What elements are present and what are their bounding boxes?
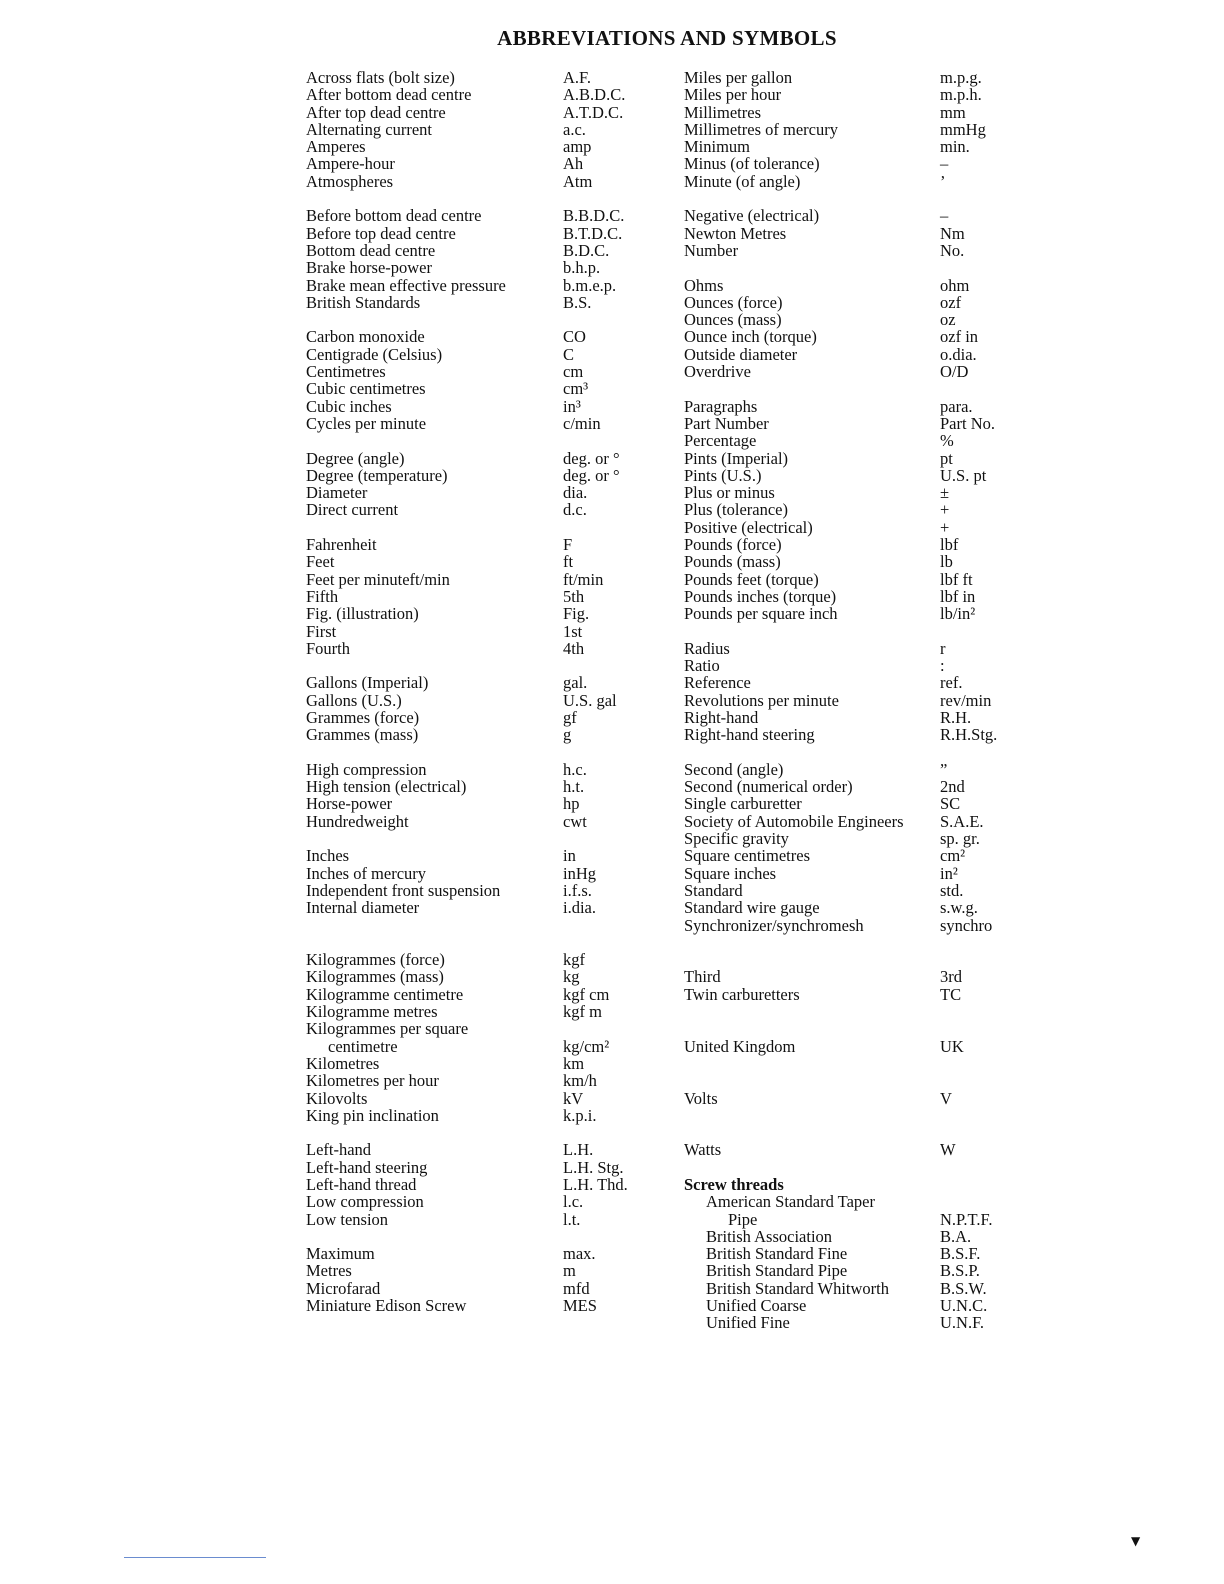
abbreviation: L.H. bbox=[563, 1140, 594, 1160]
abbreviation: ozf in bbox=[940, 327, 979, 347]
abbreviation: Fig. bbox=[563, 604, 590, 624]
term: Pounds inches (torque) bbox=[684, 586, 837, 606]
abbreviation: min. bbox=[940, 137, 970, 157]
abbreviation: hp bbox=[563, 794, 580, 814]
abbreviation: km/h bbox=[563, 1071, 597, 1091]
abbreviation: b.m.e.p. bbox=[563, 275, 617, 295]
abbreviation: 3rd bbox=[940, 967, 962, 987]
term: Direct current bbox=[306, 500, 399, 520]
abbreviation: U.S. pt bbox=[940, 465, 987, 485]
abbreviation: deg. or ° bbox=[563, 448, 620, 468]
term: Low tension bbox=[306, 1209, 389, 1229]
abbreviation: pt bbox=[940, 448, 953, 468]
abbreviation: kgf cm bbox=[563, 984, 610, 1004]
abbreviation: mfd bbox=[563, 1278, 590, 1298]
term: Kilogramme centimetre bbox=[306, 984, 464, 1004]
abbreviation: L.H. Stg. bbox=[563, 1157, 624, 1177]
term: Kilogramme metres bbox=[306, 1002, 438, 1022]
abbreviation: B.S. bbox=[563, 292, 592, 312]
abbreviation: cm³ bbox=[563, 379, 589, 399]
term: Amperes bbox=[306, 137, 366, 157]
term: Twin carburetters bbox=[684, 984, 800, 1004]
term: Atmospheres bbox=[306, 171, 394, 191]
term: Miles per hour bbox=[684, 85, 782, 105]
abbreviation: – bbox=[940, 154, 949, 174]
term: Horse-power bbox=[306, 794, 393, 814]
abbreviation: Nm bbox=[940, 223, 965, 243]
term: Reference bbox=[684, 673, 751, 693]
abbreviation: : bbox=[940, 656, 945, 676]
term: Volts bbox=[684, 1088, 718, 1108]
abbreviation: B.S.F. bbox=[940, 1244, 981, 1264]
term: Square centimetres bbox=[684, 846, 810, 866]
abbreviation: cm² bbox=[940, 846, 966, 866]
term: Hundredweight bbox=[306, 811, 409, 831]
term: Before top dead centre bbox=[306, 223, 456, 243]
abbreviation: l.c. bbox=[563, 1192, 584, 1212]
term: First bbox=[306, 621, 337, 641]
abbreviation: F bbox=[563, 535, 573, 555]
abbreviation: ref. bbox=[940, 673, 963, 693]
abbreviation: + bbox=[940, 517, 950, 537]
abbreviation: m.p.h. bbox=[940, 85, 982, 105]
abbreviation: in² bbox=[940, 863, 958, 883]
abbreviation: B.S.W. bbox=[940, 1278, 987, 1298]
abbreviation: Part No. bbox=[940, 413, 995, 433]
abbreviation: No. bbox=[940, 240, 965, 260]
term: Millimetres of mercury bbox=[684, 119, 838, 139]
term: Pipe bbox=[728, 1209, 758, 1229]
abbreviation: ft bbox=[563, 552, 574, 572]
term: Brake mean effective pressure bbox=[306, 275, 506, 295]
term: Watts bbox=[684, 1140, 722, 1160]
abbreviation: in bbox=[563, 846, 576, 866]
term: Grammes (mass) bbox=[306, 725, 419, 745]
abbreviation: A.T.D.C. bbox=[563, 102, 624, 122]
term: Ratio bbox=[684, 656, 720, 676]
term: Number bbox=[684, 240, 739, 260]
abbreviation: B.T.D.C. bbox=[563, 223, 623, 243]
term: Percentage bbox=[684, 431, 757, 451]
term: British Standard Pipe bbox=[706, 1261, 848, 1281]
abbreviation: + bbox=[940, 500, 950, 520]
term: High tension (electrical) bbox=[306, 777, 467, 797]
term: Negative (electrical) bbox=[684, 206, 820, 226]
abbreviation: amp bbox=[563, 137, 592, 157]
abbreviation: kgf bbox=[563, 950, 585, 970]
corner-mark-icon: ▼ bbox=[1131, 1534, 1141, 1548]
abbreviation: U.N.C. bbox=[940, 1296, 988, 1316]
abbreviation: 4th bbox=[563, 638, 585, 658]
term: Newton Metres bbox=[684, 223, 787, 243]
term: Before bottom dead centre bbox=[306, 206, 482, 226]
abbreviation: B.D.C. bbox=[563, 240, 610, 260]
term: Specific gravity bbox=[684, 829, 789, 849]
abbreviation: d.c. bbox=[563, 500, 587, 520]
term: British Standard Whitworth bbox=[706, 1278, 890, 1298]
term: Screw threads bbox=[684, 1175, 784, 1194]
term: Low compression bbox=[306, 1192, 424, 1212]
term: Ampere-hour bbox=[306, 154, 395, 174]
abbreviation: R.H.Stg. bbox=[940, 725, 998, 745]
abbreviation: max. bbox=[563, 1244, 596, 1264]
term: Independent front suspension bbox=[306, 880, 501, 900]
abbreviation: W bbox=[940, 1140, 956, 1160]
abbreviation: g bbox=[563, 725, 572, 745]
term: Left-hand bbox=[306, 1140, 372, 1160]
abbreviation: B.A. bbox=[940, 1226, 972, 1246]
term: Society of Automobile Engineers bbox=[684, 811, 904, 831]
term: Outside diameter bbox=[684, 344, 798, 364]
term: Kilovolts bbox=[306, 1088, 368, 1108]
term: Fourth bbox=[306, 638, 351, 658]
term: centimetre bbox=[328, 1036, 398, 1056]
abbreviation: r bbox=[940, 638, 946, 658]
term: Metres bbox=[306, 1261, 352, 1281]
term: Carbon monoxide bbox=[306, 327, 425, 347]
abbreviation: lbf in bbox=[940, 586, 976, 606]
term: Plus (tolerance) bbox=[684, 500, 789, 520]
abbreviation: SC bbox=[940, 794, 961, 814]
term: Plus or minus bbox=[684, 483, 775, 503]
abbreviation: – bbox=[940, 206, 949, 226]
abbreviation: B.B.D.C. bbox=[563, 206, 625, 226]
abbreviation: kgf m bbox=[563, 1002, 602, 1022]
abbreviation: gf bbox=[563, 707, 577, 727]
term: Inches bbox=[306, 846, 350, 866]
abbreviation: lbf ft bbox=[940, 569, 973, 589]
term: Centigrade (Celsius) bbox=[306, 344, 443, 364]
term: High compression bbox=[306, 759, 427, 779]
term: Across flats (bolt size) bbox=[306, 68, 455, 87]
term: After bottom dead centre bbox=[306, 85, 472, 105]
abbreviation: h.t. bbox=[563, 777, 585, 797]
term: Millimetres bbox=[684, 102, 761, 122]
term: Alternating current bbox=[306, 119, 432, 139]
abbreviation: dia. bbox=[563, 483, 588, 503]
term: Overdrive bbox=[684, 362, 751, 382]
term: Ounces (mass) bbox=[684, 310, 782, 330]
term: British Standard Fine bbox=[706, 1244, 848, 1264]
abbreviation: R.H. bbox=[940, 707, 972, 727]
abbreviation: rev/min bbox=[940, 690, 992, 710]
term: Ohms bbox=[684, 275, 724, 295]
term: United Kingdom bbox=[684, 1036, 796, 1056]
term: Minus (of tolerance) bbox=[684, 154, 820, 174]
term: King pin inclination bbox=[306, 1105, 439, 1125]
term: Single carburetter bbox=[684, 794, 802, 814]
abbreviation: cwt bbox=[563, 811, 587, 831]
term: Fifth bbox=[306, 586, 339, 606]
term: Miniature Edison Screw bbox=[306, 1296, 467, 1316]
abbreviation: Atm bbox=[563, 171, 593, 191]
abbreviation: m bbox=[563, 1261, 576, 1281]
term: Pounds feet (torque) bbox=[684, 569, 819, 589]
abbreviation: in³ bbox=[563, 396, 581, 416]
term: Degree (temperature) bbox=[306, 465, 448, 485]
abbreviation: k.p.i. bbox=[563, 1105, 597, 1125]
abbreviation: ± bbox=[940, 483, 950, 503]
term: Third bbox=[684, 967, 721, 987]
abbreviation: C bbox=[563, 344, 575, 364]
abbreviation: 5th bbox=[563, 586, 585, 606]
term: Second (angle) bbox=[684, 759, 784, 779]
term: Internal diameter bbox=[306, 898, 420, 918]
abbreviation: l.t. bbox=[563, 1209, 581, 1229]
abbreviation: para. bbox=[940, 396, 973, 416]
abbreviation: U.S. gal bbox=[563, 690, 617, 710]
term: Radius bbox=[684, 638, 730, 658]
abbreviation: m.p.g. bbox=[940, 68, 982, 87]
term: Cycles per minute bbox=[306, 413, 427, 433]
abbreviation: oz bbox=[940, 310, 956, 330]
abbreviation: 1st bbox=[563, 621, 583, 641]
abbreviation: gal. bbox=[563, 673, 588, 693]
term: Bottom dead centre bbox=[306, 240, 436, 260]
abbreviation: MES bbox=[563, 1296, 597, 1316]
term: Kilometres per hour bbox=[306, 1071, 439, 1091]
term: Left-hand steering bbox=[306, 1157, 428, 1177]
abbreviation: kg bbox=[563, 967, 580, 987]
abbreviation: kV bbox=[563, 1088, 584, 1108]
abbreviation: CO bbox=[563, 327, 586, 347]
abbreviation: O/D bbox=[940, 362, 969, 382]
abbreviation: km bbox=[563, 1053, 585, 1073]
abbreviation: UK bbox=[940, 1036, 964, 1056]
abbreviation: std. bbox=[940, 880, 964, 900]
term: Part Number bbox=[684, 413, 769, 433]
abbreviation: b.h.p. bbox=[563, 258, 601, 278]
term: Gallons (Imperial) bbox=[306, 673, 429, 693]
term: Kilogrammes (force) bbox=[306, 950, 445, 970]
term: Minute (of angle) bbox=[684, 171, 801, 191]
abbreviation: S.A.E. bbox=[940, 811, 984, 831]
term: Positive (electrical) bbox=[684, 517, 813, 537]
term: Right-hand bbox=[684, 707, 759, 727]
abbreviation: c/min bbox=[563, 413, 601, 433]
abbreviation: TC bbox=[940, 984, 962, 1004]
abbreviation: ft/min bbox=[563, 569, 604, 589]
term: American Standard Taper bbox=[706, 1192, 875, 1212]
term: Kilogrammes per square bbox=[306, 1019, 469, 1039]
term: Microfarad bbox=[306, 1278, 381, 1298]
abbreviation: deg. or ° bbox=[563, 465, 620, 485]
term: British Association bbox=[706, 1226, 833, 1246]
abbreviation: a.c. bbox=[563, 119, 586, 139]
abbreviation: cm bbox=[563, 362, 584, 382]
abbreviation: inHg bbox=[563, 863, 596, 883]
abbreviation: ’ bbox=[940, 171, 946, 191]
term: Feet per minuteft/min bbox=[306, 569, 450, 589]
abbreviation: A.B.D.C. bbox=[563, 85, 626, 105]
term: Degree (angle) bbox=[306, 448, 405, 468]
abbreviation: ozf bbox=[940, 292, 962, 312]
abbreviation: lb bbox=[940, 552, 953, 572]
term: Paragraphs bbox=[684, 396, 758, 416]
abbreviation: mm bbox=[940, 102, 966, 122]
abbreviation: % bbox=[940, 431, 954, 451]
term: Inches of mercury bbox=[306, 863, 427, 883]
abbreviation: ohm bbox=[940, 275, 970, 295]
term: Pints (U.S.) bbox=[684, 465, 762, 485]
term: Kilogrammes (mass) bbox=[306, 967, 444, 987]
abbreviation: mmHg bbox=[940, 119, 986, 139]
term: Pounds (mass) bbox=[684, 552, 781, 572]
term: Revolutions per minute bbox=[684, 690, 839, 710]
abbreviation: N.P.T.F. bbox=[940, 1209, 993, 1229]
abbreviation: ” bbox=[940, 759, 948, 779]
term: Synchronizer/synchromesh bbox=[684, 915, 864, 935]
term: Diameter bbox=[306, 483, 368, 503]
term: Unified Coarse bbox=[706, 1296, 807, 1316]
abbreviation: synchro bbox=[940, 915, 993, 935]
term: Ounce inch (torque) bbox=[684, 327, 817, 347]
page-title: ABBREVIATIONS AND SYMBOLS bbox=[497, 26, 837, 50]
term: Cubic inches bbox=[306, 396, 392, 416]
term: Feet bbox=[306, 552, 335, 572]
term: Square inches bbox=[684, 863, 777, 883]
abbreviation: A.F. bbox=[563, 68, 592, 87]
term: Kilometres bbox=[306, 1053, 380, 1073]
abbreviation: i.dia. bbox=[563, 898, 596, 918]
term: Left-hand thread bbox=[306, 1175, 417, 1194]
term: Miles per gallon bbox=[684, 68, 793, 87]
term: Minimum bbox=[684, 137, 751, 157]
abbreviation: lb/in² bbox=[940, 604, 976, 624]
term: Fahrenheit bbox=[306, 535, 377, 555]
term: Grammes (force) bbox=[306, 707, 420, 727]
abbreviation: o.dia. bbox=[940, 344, 977, 364]
term: Unified Fine bbox=[706, 1313, 790, 1333]
abbreviation: 2nd bbox=[940, 777, 965, 797]
term: Ounces (force) bbox=[684, 292, 783, 312]
abbreviation: lbf bbox=[940, 535, 959, 555]
term: British Standards bbox=[306, 292, 421, 312]
term: Second (numerical order) bbox=[684, 777, 853, 797]
term: Standard wire gauge bbox=[684, 898, 820, 918]
term: After top dead centre bbox=[306, 102, 446, 122]
abbreviation: V bbox=[940, 1088, 952, 1108]
abbreviation: L.H. Thd. bbox=[563, 1175, 628, 1194]
abbreviation: B.S.P. bbox=[940, 1261, 980, 1281]
term: Standard bbox=[684, 880, 743, 900]
term: Fig. (illustration) bbox=[306, 604, 419, 624]
abbreviation: Ah bbox=[563, 154, 584, 174]
abbreviation: kg/cm² bbox=[563, 1036, 610, 1056]
abbreviation: U.N.F. bbox=[940, 1313, 985, 1333]
abbreviation: s.w.g. bbox=[940, 898, 978, 918]
term: Right-hand steering bbox=[684, 725, 815, 745]
term: Cubic centimetres bbox=[306, 379, 426, 399]
footnote-rule bbox=[124, 1557, 266, 1558]
abbreviation: h.c. bbox=[563, 759, 587, 779]
term: Pounds per square inch bbox=[684, 604, 838, 624]
abbreviation: sp. gr. bbox=[940, 829, 980, 849]
term: Brake horse-power bbox=[306, 258, 432, 278]
term: Gallons (U.S.) bbox=[306, 690, 402, 710]
term: Maximum bbox=[306, 1244, 375, 1264]
abbreviation: i.f.s. bbox=[563, 880, 592, 900]
term: Pints (Imperial) bbox=[684, 448, 789, 468]
term: Pounds (force) bbox=[684, 535, 782, 555]
term: Centimetres bbox=[306, 362, 386, 382]
